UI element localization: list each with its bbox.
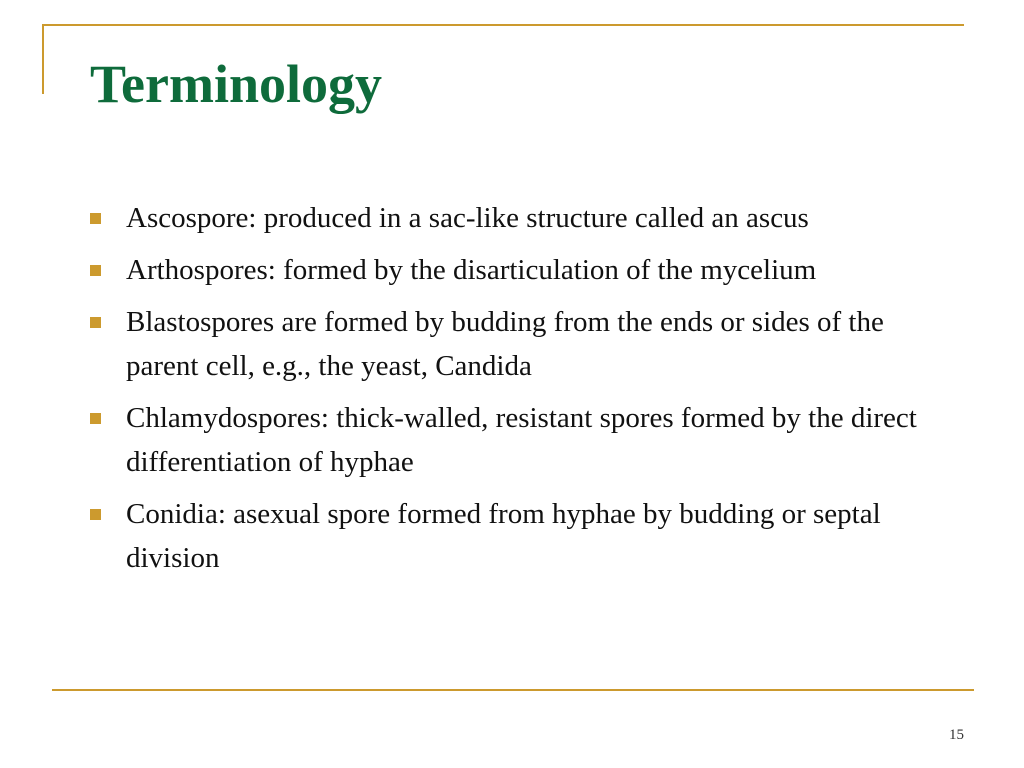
left-accent-bar [42,24,44,94]
bullet-text: Conidia: asexual spore formed from hyphae by budding or septal division [126,498,881,574]
bullet-item [90,300,950,388]
square-bullet-icon [90,509,101,520]
bottom-divider [52,689,974,691]
bullet-item [90,248,950,292]
bullet-text: Arthospores: formed by the disarticulation of the mycelium [126,254,817,286]
bullet-list [90,196,950,588]
square-bullet-icon [90,265,101,276]
square-bullet-icon [90,317,101,328]
square-bullet-icon [90,213,101,224]
page-number: 15 [949,727,964,743]
slide-title: Terminology [90,54,383,114]
top-divider [42,24,964,26]
bullet-text: Chlamydospores: thick-walled, resistant spores formed by the direct differentiation of hyphae [126,402,917,478]
bullet-text: Blastospores are formed by budding from the ends or sides of the parent cell, e.g., the yeast, Candida [126,306,884,382]
bullet-item [90,396,950,484]
bullet-item [90,492,950,580]
bullet-item [90,196,950,240]
square-bullet-icon [90,413,101,424]
bullet-text: Ascospore: produced in a sac-like structure called an ascus [126,202,809,234]
